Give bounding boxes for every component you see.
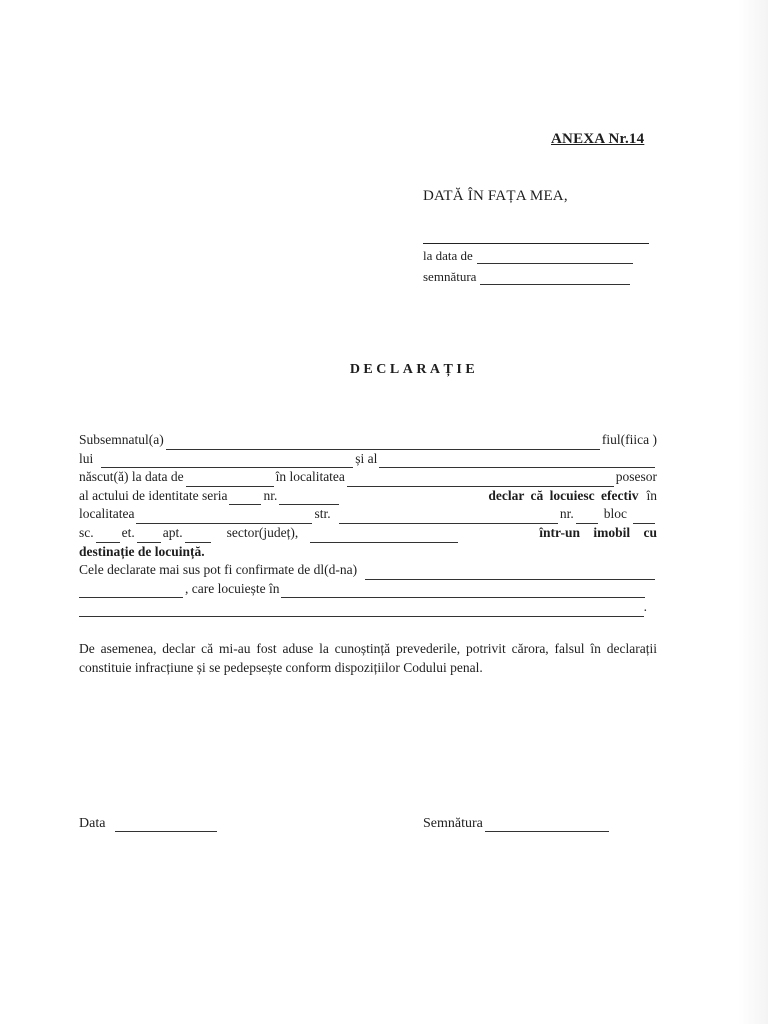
footer-date-label: Data	[79, 816, 106, 831]
declaration-body	[79, 431, 657, 617]
residential-destination-text: destinație de locuință.	[79, 543, 205, 559]
apartment-label: apt.	[162, 524, 183, 540]
notary-date-row	[423, 248, 633, 264]
birth-date-label: născut(ă) la data de	[79, 469, 184, 485]
birth-place-field[interactable]	[347, 474, 614, 487]
block-label: bloc	[603, 506, 627, 522]
footer-date-row	[79, 816, 217, 832]
footer-signature-field[interactable]	[485, 817, 609, 832]
locality-label: localitatea	[79, 506, 135, 522]
id-series-field[interactable]	[229, 492, 261, 505]
legal-notice-paragraph: De asemenea, declar că mi-au fost aduse la cunoștință prevederile, potrivit cărora, falsul în declarații constituie infracțiune și se pedepsește conform dispozițiilor Codului penal.	[79, 641, 657, 675]
notary-signature-label: semnătura	[423, 269, 477, 284]
birth-place-label: în localitatea	[275, 469, 345, 485]
scan-edge	[738, 0, 768, 1024]
notary-name-line[interactable]	[423, 243, 649, 244]
notary-date-field[interactable]	[477, 250, 633, 264]
father-name-field[interactable]	[101, 455, 353, 468]
confirmed-by-label: Cele declarate mai sus pot fi confirmate de dl(d-na)	[79, 562, 358, 578]
street-number-label: nr.	[559, 506, 574, 522]
document-title: DECLARAȚIE	[349, 362, 479, 377]
floor-field[interactable]	[137, 530, 161, 543]
annex-label: ANEXA Nr.14	[551, 131, 645, 147]
street-number-field[interactable]	[576, 511, 598, 524]
locality-field[interactable]	[136, 511, 312, 524]
floor-label: et.	[121, 524, 135, 540]
in-label: în	[646, 487, 657, 503]
undersigned-label: Subsemnatul(a)	[79, 432, 164, 447]
entrance-field[interactable]	[96, 530, 120, 543]
id-number-label: nr.	[263, 487, 278, 503]
block-field[interactable]	[633, 511, 655, 524]
sector-label: sector(județ),	[226, 524, 299, 540]
father-label: lui	[79, 450, 94, 466]
notary-date-label: la data de	[423, 248, 473, 263]
id-number-field[interactable]	[279, 492, 339, 505]
apartment-field[interactable]	[185, 530, 211, 543]
street-field[interactable]	[339, 511, 558, 524]
confirmer-name-continued-field[interactable]	[79, 585, 183, 598]
child-of-label: fiul(fiica )	[601, 432, 657, 447]
undersigned-name-field[interactable]	[166, 437, 600, 450]
mother-name-field[interactable]	[379, 455, 655, 468]
declare-residence-text: declar că locuiesc efectiv	[488, 487, 639, 503]
confirmer-address-field[interactable]	[281, 585, 645, 598]
footer-date-field[interactable]	[115, 817, 217, 832]
who-lives-in-label: , care locuiește în	[185, 580, 280, 596]
line-end-period: .	[643, 599, 647, 615]
residential-building-text: într-un imobil cu	[539, 524, 657, 540]
notary-signature-field[interactable]	[480, 271, 630, 285]
sector-field[interactable]	[310, 530, 458, 543]
certified-before-me-label: DATĂ ÎN FAȚA MEA,	[423, 188, 568, 204]
confirmer-name-field[interactable]	[365, 567, 655, 580]
footer-signature-label: Semnătura	[423, 816, 483, 831]
id-series-label: al actului de identitate seria	[79, 487, 228, 503]
street-label: str.	[314, 506, 331, 522]
entrance-label: sc.	[79, 524, 94, 540]
confirmer-address-continued-field[interactable]	[79, 604, 644, 617]
notary-signature-row	[423, 269, 630, 285]
holder-label: posesor	[615, 469, 657, 485]
footer-signature-row	[423, 816, 609, 832]
and-of-label: și al	[355, 450, 378, 466]
birth-date-field[interactable]	[186, 474, 274, 487]
